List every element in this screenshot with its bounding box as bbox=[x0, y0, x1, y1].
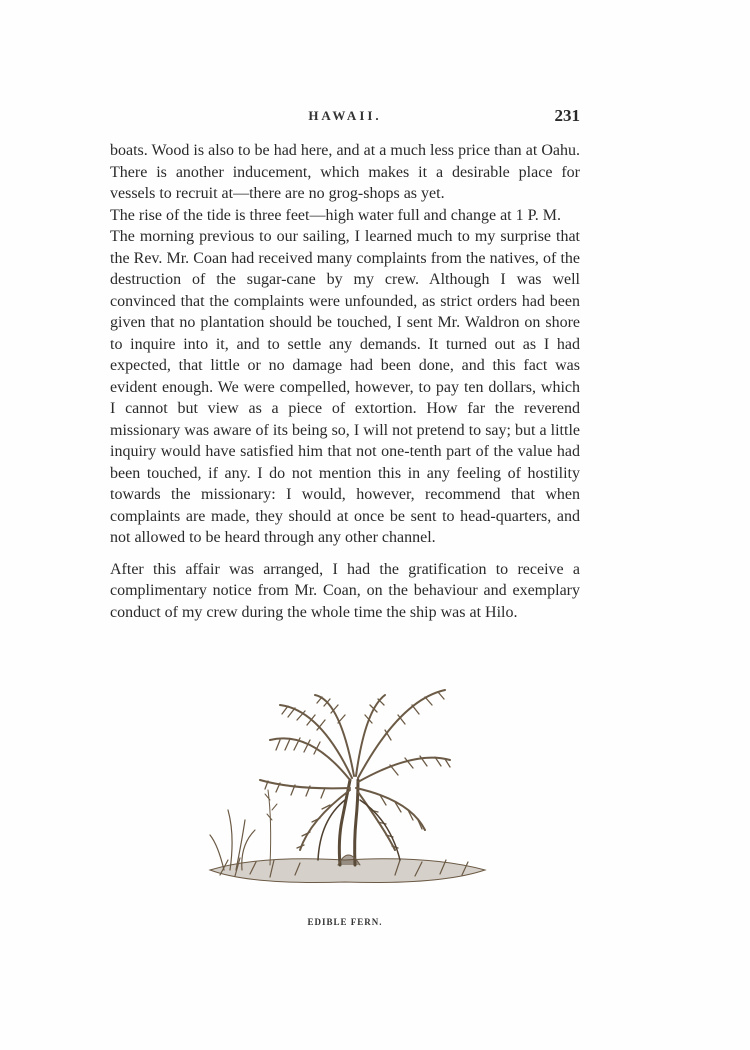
page-number: 231 bbox=[554, 106, 580, 125]
running-title: HAWAII. bbox=[308, 108, 382, 123]
figure-caption: EDIBLE FERN. bbox=[307, 917, 383, 927]
paragraph-1: boats. Wood is also to be had here, and at a much less price than at Oahu. There is another inducement, which makes it a desirable place for vessels to recruit at—there are no grog-shops as yet. bbox=[110, 142, 580, 202]
body-text bbox=[110, 140, 580, 623]
edible-fern-illustration bbox=[200, 670, 490, 900]
running-head bbox=[110, 106, 580, 130]
paragraph-4: After this affair was arranged, I had the gratification to receive a complimentary notice from Mr. Coan, on the behaviour and exemplary conduct of my crew during the whole time the ship was at Hilo. bbox=[110, 560, 580, 621]
paragraph-3: The morning previous to our sailing, I learned much to my surprise that the Rev. Mr. Coan had received many complaints from the natives, of the destruction of the sugar-cane by my crew. Although I was well convinced that the complaints were unfounded, as strict orders had been given that no plantation should be touched, I sent Mr. Waldron on shore to inquire into it, and to settle any demands. It turned out as I had expected, that little or no damage had been done, and this fact was evident enough. We were compelled, however, to pay ten dollars, which I cannot but view as a piece of extortion. How far the reverend missionary was aware of its being so, I will not pretend to say; but a little inquiry would have satisfied him that not one-tenth part of the value had been touched, if any. I do not mention this in any feeling of hostility towards the missionary: I would, however, recommend that when complaints are made, they should at once be sent to head-quarters, and not allowed to be heard through any other channel. bbox=[110, 228, 580, 546]
fern-engraving bbox=[200, 670, 490, 900]
paragraph-2: The rise of the tide is three feet—high water full and change at 1 P. M. bbox=[110, 206, 561, 224]
